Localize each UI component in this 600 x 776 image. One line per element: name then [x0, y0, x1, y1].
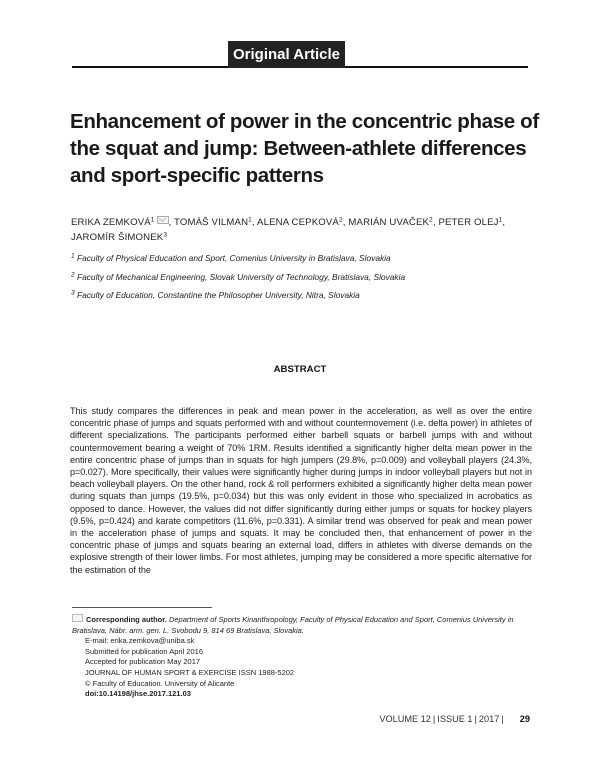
- paper-title: Enhancement of power in the concentric phase of the squat and jump: Between-athlete differences and sport-specific patterns: [70, 110, 539, 187]
- affiliation: [71, 289, 531, 301]
- envelope-icon[interactable]: [157, 216, 169, 224]
- corresponding-author-address: Department of Sports Kinanthropology, Faculty of Physical Education and Sport, Comenius University in Bratislava, Nábr. arm. gen. L. Svobodu 9, 814 69 Bratislava, Slovakia.: [72, 615, 514, 635]
- author-affiliation-mark: 3: [163, 231, 168, 239]
- affiliation-mark: 1: [71, 252, 75, 260]
- footnote-rule: [72, 607, 212, 608]
- page-footer: VOLUME 12 | ISSUE 1 | 2017 | 29: [379, 714, 530, 724]
- envelope-icon: [72, 614, 83, 622]
- affiliation: [71, 271, 531, 283]
- author-name: ALENA CEPKOVÁ: [257, 217, 339, 228]
- author-name: PETER OLEJ: [438, 217, 499, 228]
- year: 2017: [478, 714, 500, 724]
- author-name: JAROMÍR ŠIMONEK: [71, 232, 164, 243]
- submitted-date: Submitted for publication April 2016: [85, 646, 203, 656]
- author-list: ERIKA ZEMKOVÁ$^1$ , TOMÁŠ VILMAN$^1$, ALENA CEPKOVÁ$^2$, MARIÁN UVAČEK$^2$, PETER OLEJ$^1$, JAROMÍR ŠIMONEK$^3$: [71, 216, 506, 243]
- doi[interactable]: doi:10.14198/jhse.2017.121.03: [85, 689, 191, 699]
- author-name: MARIÁN UVAČEK: [348, 217, 430, 228]
- abstract-body: This study compares the differences in peak and mean power in the acceleration, as well as over the entire concentric phase of jumps and squats performed with and without countermovement (i.e. delta power) in athletes of different specializations. The participants performed either barbell squats or barbell jumps with and without countermovement bearing a weight of 70% 1RM. Results identified a significantly higher delta mean power in the entire concentric phase of jumps than in squats for high jumpers (29.8%, p=0.009) and volleyball players (24.3%, p=0.027). More specifically, their values were significantly higher during jumps in indoor volleyball players but not in beach volleyball players. On the other hand, rock & roll performers exhibited a significantly higher delta mean power during squats than jumps (19.5%, p=0.034) but this was only evident in those who specialized in acrobatics as opposed to dance. However, the values did not differ significantly during either jumps or squats for hockey players (9.5%, p=0.424) and karate competitors (11.6%, p=0.331). A similar trend was observed for peak and mean power in the acceleration phase of jumps and squats. It may be concluded then, that enhancement of power in the concentric phase of jumps and squats bearing an external load, differs in athletes with diverse demands on the explosive strength of their lower limbs. For most athletes, jumping may be considered a more specific alternative for the estimation of the: [70, 406, 532, 575]
- page-number: 29: [519, 714, 530, 724]
- affiliation-mark: 2: [71, 271, 75, 279]
- volume: VOLUME 12: [379, 714, 431, 724]
- author-affiliation-mark: 1: [498, 216, 503, 224]
- affiliation-text: Faculty of Education, Constantine the Philosopher University, Nitra, Slovakia: [76, 290, 360, 300]
- author-name: ERIKA ZEMKOVÁ: [71, 217, 151, 228]
- author-affiliation-mark: 2: [338, 216, 343, 224]
- abstract-heading: ABSTRACT: [273, 364, 327, 375]
- accepted-date: Accepted for publication May 2017: [85, 657, 201, 667]
- affiliation-text: Faculty of Physical Education and Sport, Comenius University in Bratislava, Slovakia: [76, 253, 391, 263]
- author-affiliation-mark: 1: [248, 216, 252, 224]
- author-affiliation-mark: 2: [429, 216, 433, 224]
- corresponding-author: [72, 614, 534, 636]
- email[interactable]: E-mail: erika.zemkova@uniba.sk: [85, 636, 195, 646]
- author-affiliation-mark: 1: [150, 216, 155, 224]
- affiliation: [71, 252, 531, 264]
- journal-name: JOURNAL OF HUMAN SPORT & EXERCISE ISSN 1988-5202: [85, 667, 295, 677]
- corresponding-author-label: Corresponding author.: [86, 615, 167, 624]
- affiliation-text: Faculty of Mechanical Engineering, Slovak University of Technology, Bratislava, Slovakia: [76, 272, 406, 282]
- copyright: © Faculty of Education. University of Alicante: [85, 678, 235, 688]
- affiliation-mark: 3: [71, 289, 75, 297]
- article-type-badge: Original Article: [228, 41, 345, 68]
- issue: ISSUE 1: [437, 714, 473, 724]
- author-name: TOMÁŠ VILMAN: [174, 217, 249, 228]
- footnote: [72, 614, 534, 700]
